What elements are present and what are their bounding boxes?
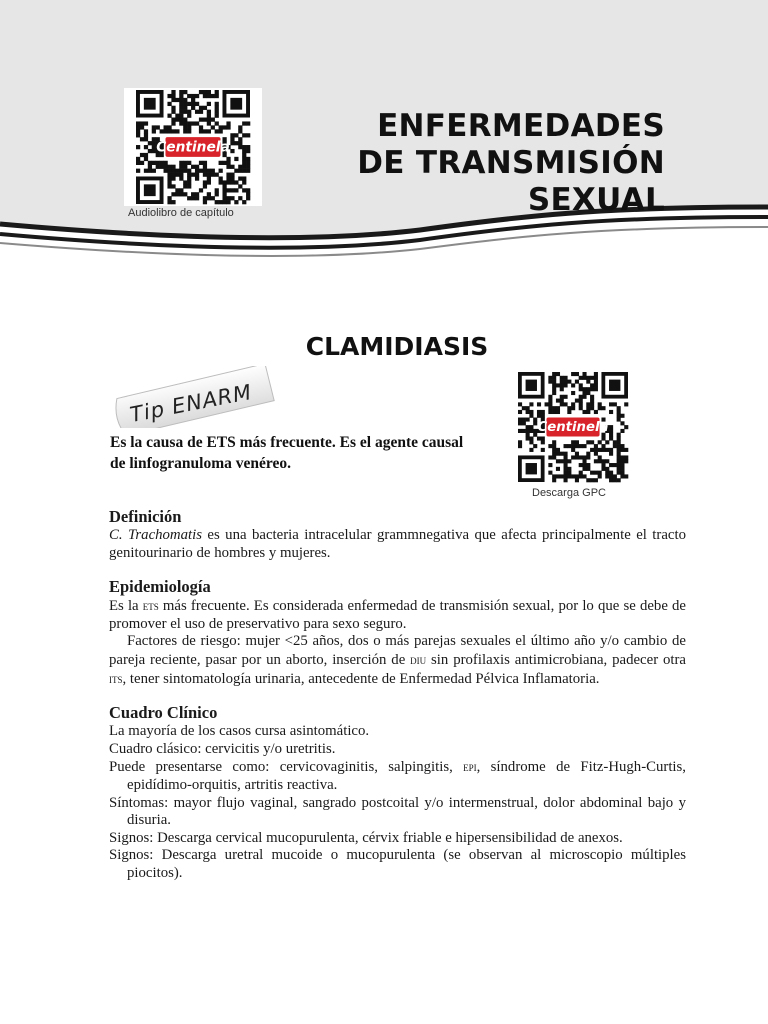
clinical-line: Puede presentarse como: cervicovaginitis, salpingitis, epi, síndrome de Fitz-Hugh-Curtis, epidídimo-orquitis, artritis reactiva. [109,759,686,793]
definicion-section [109,507,686,562]
clinical-line: Signos: Descarga cervical mucopurulenta, cérvix friable e hipersensibilidad de anexos. [109,829,623,846]
chapter-title-line: ENFERMEDADES [377,108,665,144]
clinical-line: La mayoría de los casos cursa asintomático. [109,723,370,740]
epidemiologia-section [109,577,686,688]
section-title: CLAMIDIASIS [305,332,489,361]
tip-enarm-badge [110,366,276,428]
clinical-line: Signos: Descarga uretral mucoide o mucopurulenta (se observan al microscopio múltiples piocitos). [109,847,686,881]
chapter-title-line: DE TRANSMISIÓN [357,145,665,181]
article-body [109,507,686,898]
gpc-caption: Descarga GPC [532,487,606,499]
epidemiologia-heading: Epidemiología [109,577,211,597]
qr-logo-text: Centinela [537,420,609,436]
cuadro-clinico-heading: Cuadro Clínico [109,703,218,723]
audiobook-caption: Audiolibro de capítulo [128,207,234,219]
audiobook-qr-code[interactable] [124,88,262,206]
epidemiologia-paragraph: Es la ets más frecuente. Es considerada enfermedad de transmisión sexual, por lo que se debe de promover el uso de preservativo para sexo seguro. [109,598,686,632]
risk-factors-paragraph: Factores de riesgo: mujer <25 años, dos o más parejas sexuales el último año y/o cambio de pareja reciente, pasar por un aborto, inserción de diu sin profilaxis antimicrobiana, padecer otra its, tener sintomatología urinaria, antecedente de Enfermedad Pélvica Inflamatoria. [109,633,687,687]
clinical-line: Cuadro clásico: cervicitis y/o uretritis. [109,740,336,757]
tip-text: Es la causa de ETS más frecuente. Es el agente causal de linfogranuloma venéreo. [110,434,464,472]
tip-enarm-label: Tip ENARM [128,379,255,428]
definicion-heading: Definición [109,507,182,526]
cuadro-clinico-section [109,703,686,882]
qr-logo-text: Centinela [156,139,230,156]
clinical-line: Síntomas: mayor flujo vaginal, sangrado postcoital y/o intermenstrual, dolor abdominal bajo y disuria. [109,794,686,829]
gpc-qr-code[interactable] [508,370,638,484]
definicion-text: C. Trachomatis es una bacteria intracelular grammnegativa que afecta principalmente el tracto genitourinario de hombres y mujeres. [109,527,686,561]
chapter-title-line: SEXUAL [527,182,665,218]
chapter-title [357,108,665,219]
